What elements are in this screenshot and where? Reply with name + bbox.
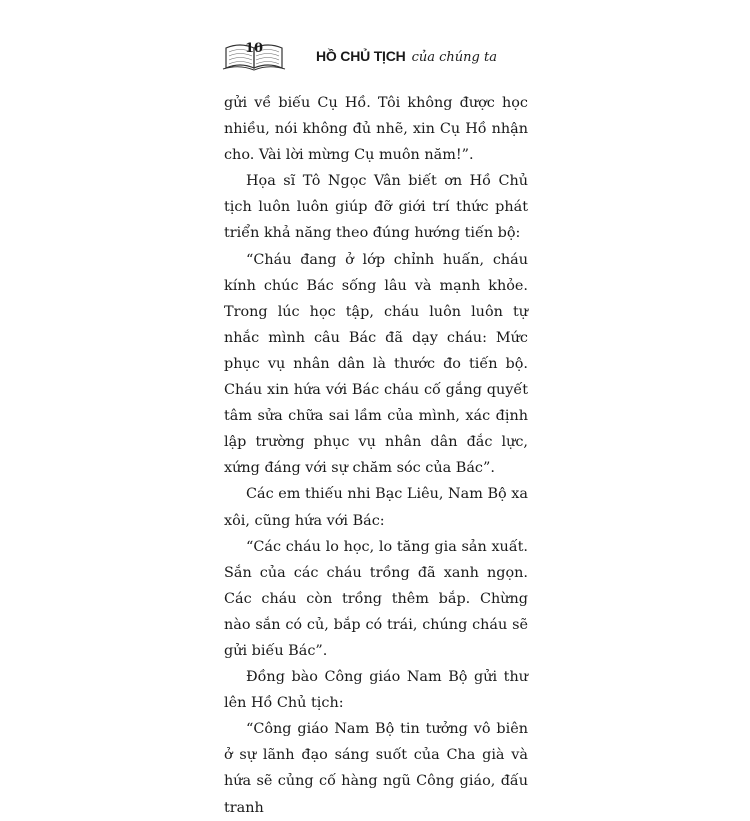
paragraph: Đồng bào Công giáo Nam Bộ gửi thư lên Hồ Chủ tịch: (224, 669, 528, 712)
running-title-main: HỒ CHỦ TỊCH (316, 48, 406, 64)
body-text (224, 90, 528, 821)
paragraph: “Các cháu lo học, lo tăng gia sản xuất. Sắn của các cháu trồng đã xanh ngọn. Các cháu còn trồng thêm bắp. Chừng nào sắn có củ, bắp có trái, chúng cháu sẽ gửi biếu Bác”. (224, 538, 528, 659)
paragraph: gửi về biếu Cụ Hồ. Tôi không được học nhiều, nói không đủ nhẽ, xin Cụ Hồ nhận cho. Vài lời mừng Cụ muôn năm!”. (224, 95, 528, 164)
page-header (222, 38, 542, 72)
paragraph: “Công giáo Nam Bộ tin tưởng vô biên ở sự lãnh đạo sáng suốt của Cha già và hứa sẽ củng cố hàng ngũ Công giáo, đấu tranh (224, 721, 528, 816)
page-number: 10 (244, 41, 264, 56)
paragraph: “Cháu đang ở lớp chỉnh huấn, cháu kính chúc Bác sống lâu và mạnh khỏe. Trong lúc học tập, cháu luôn luôn tự nhắc mình câu Bác đã dạy cháu: Mức phục vụ nhân dân là thước đo tiến bộ. Cháu xin hứa với Bác cháu cố gắng quyết tâm sửa chữa sai lầm của mình, xác định lập trường phục vụ nhân dân đắc lực, xứng đáng với sự chăm sóc của Bác”. (224, 251, 528, 477)
paragraph: Họa sĩ Tô Ngọc Vân biết ơn Hồ Chủ tịch luôn luôn giúp đỡ giới trí thức phát triển khả năng theo đúng hướng tiến bộ: (224, 173, 528, 242)
paragraph: Các em thiếu nhi Bạc Liêu, Nam Bộ xa xôi, cũng hứa với Bác: (224, 486, 528, 529)
running-title-sub: của chúng ta (411, 50, 497, 65)
running-title (316, 48, 497, 66)
